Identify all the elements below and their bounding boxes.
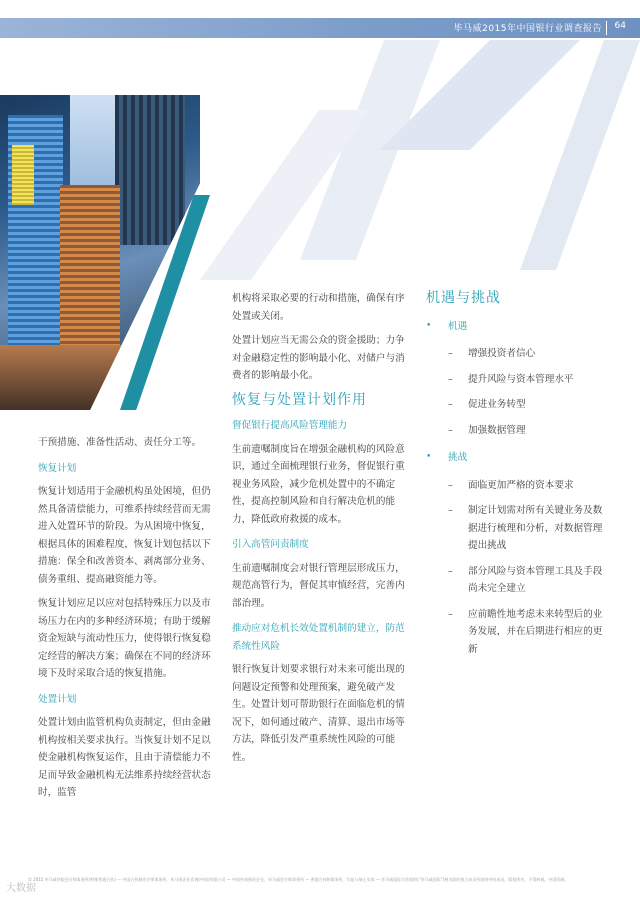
list-item-text: 促进业务转型 — [468, 399, 526, 410]
list-item — [448, 371, 606, 389]
photo-building — [115, 95, 185, 245]
page-number: 64 — [614, 21, 626, 31]
legal-footnote: © 2015 毕马威华振会计师事务所(特殊普通合伙) — 中国合伙制会计师事务所，毕马威企业咨询(中国)有限公司 — 中国外商独资企业，毕马威会计师事务所 — 香港合伙制事务所，均是与瑞士实体 — 毕马威国际合作组织(“毕马威国际”)相关联的独立成员所网络中的成员。版权所有，不得转载。中国印刷。 — [28, 877, 569, 882]
subheading-accountability: 引入高管问责制度 — [232, 539, 309, 550]
dash-icon: – — [448, 479, 453, 491]
list-item-text: 部分风险与资本管理工具及手段尚未完全建立 — [468, 565, 603, 594]
list-item — [448, 396, 606, 414]
left-column — [38, 434, 213, 809]
group-label: 机遇 — [448, 320, 468, 332]
dash-icon: – — [448, 373, 453, 385]
list-item-text: 制定计划需对所有关键业务及数据进行梳理和分析，对数据管理提出挑战 — [468, 505, 603, 551]
group-opportunities — [426, 318, 606, 336]
list-item-text: 应前瞻性地考虑未来转型后的业务发展，并在后期进行相应的更新 — [468, 608, 603, 655]
header-bar — [0, 18, 640, 38]
opportunities-list — [426, 318, 606, 659]
list-item-text: 提升风险与资本管理水平 — [468, 373, 574, 385]
middle-column — [232, 290, 407, 773]
cityscape-photo — [0, 95, 200, 410]
systemic-risk-paragraph: 银行恢复计划要求银行对未来可能出现的问题设定预警和处理预案，避免破产发生。处置计划可帮助银行在面临危机的情况下，如何通过破产、清算、退出市场等方法，降低引发严重系统性风险的可能性。 — [232, 664, 405, 763]
dash-icon: – — [448, 348, 453, 359]
group-label: 挑战 — [448, 452, 468, 463]
opportunities-challenges-title: 机遇与挑战 — [426, 290, 501, 306]
recovery-paragraph-1: 恢复计划适用于金融机构虽处困境，但仍然具备清偿能力，可维系持续经营而无需进入处置环节的阶段。为从困境中恢复，根据具体的困难程度，恢复计划包括以下措施：保全和改善资本、剥离部分业务、债务重组、提高融资能力等。 — [38, 486, 211, 585]
right-column — [426, 290, 606, 666]
continued-paragraph-2: 处置计划应当无需公众的资金援助；力争对金融稳定性的影响最小化、对储户与消费者的影响最小化。 — [232, 335, 405, 381]
bullet-icon: • — [426, 320, 432, 331]
recovery-paragraph-2: 恢复计划应足以应对包括特殊压力以及市场压力在内的多种经济环境；有助于缓解资金短缺与流动性压力，使得银行恢复稳定经营的解决方案；确保在不同的经济环境下及时采取合适的恢复措施。 — [38, 598, 211, 679]
report-title: 毕马威2015年中国银行业调查报告 — [453, 24, 602, 34]
dash-icon: – — [448, 608, 453, 620]
list-item — [448, 477, 606, 495]
list-item — [448, 422, 606, 440]
intro-paragraph: 干预措施、准备性活动、责任分工等。 — [38, 437, 202, 448]
list-item — [448, 606, 606, 659]
dash-icon: – — [448, 565, 453, 577]
subheading-systemic-risk: 推动应对危机长效处置机制的建立，防范系统性风险 — [232, 623, 405, 652]
dash-icon: – — [448, 424, 453, 436]
photo-light — [12, 145, 34, 205]
list-item-text: 增强投资者信心 — [468, 348, 536, 359]
resolution-paragraph-1: 处置计划由监管机构负责制定，但由金融机构按相关要求执行。当恢复计划不足以使金融机构恢复运作，且由于清偿能力不足而导致金融机构无法维系持续经营状态时，监管 — [38, 717, 211, 798]
group-challenges — [426, 449, 606, 467]
recovery-plan-heading: 恢复计划 — [38, 462, 77, 474]
photo-street — [0, 345, 200, 410]
risk-management-paragraph: 生前遗嘱制度旨在增强金融机构的风险意识，通过全面梳理银行业务，督促银行重视业务风险，减少危机处置中的不确定性，提高控制风险和自行解决危机的能力，降低政府救援的成本。 — [232, 443, 405, 525]
list-item — [448, 345, 606, 363]
resolution-plan-heading: 处置计划 — [38, 693, 77, 705]
list-item-text: 面临更加严格的资本要求 — [468, 479, 574, 491]
dash-icon: – — [448, 399, 453, 410]
bullet-icon: • — [426, 452, 432, 462]
subheading-risk-management: 督促银行提高风险管理能力 — [232, 420, 348, 431]
continued-paragraph-1: 机构将采取必要的行动和措施，确保有序处置或关闭。 — [232, 293, 405, 322]
list-item — [448, 502, 606, 555]
list-item-text: 加强数据管理 — [468, 424, 526, 436]
section-title-role: 恢复与处置计划作用 — [232, 391, 367, 408]
list-item — [448, 563, 606, 598]
header-divider — [606, 21, 607, 35]
watermark-logo: 大数据 — [6, 883, 36, 894]
accountability-paragraph: 生前遗嘱制度会对银行管理层形成压力，规范高管行为，督促其审慎经营，完善内部治理。 — [232, 562, 405, 609]
dash-icon: – — [448, 505, 453, 516]
